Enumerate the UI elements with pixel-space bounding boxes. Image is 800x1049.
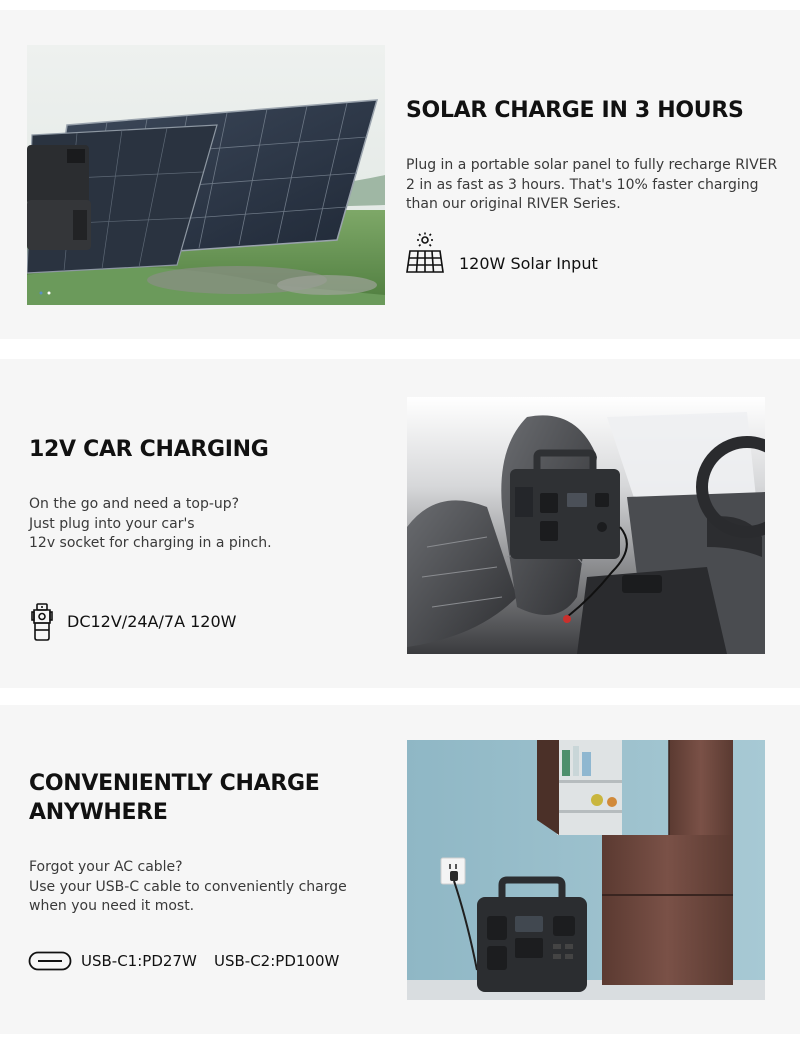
solar-title: SOLAR CHARGE IN 3 HOURS xyxy=(406,98,744,123)
usbc-description-line-3: when you need it most. xyxy=(29,898,195,914)
kitchen-photo xyxy=(407,740,765,1000)
usbc-title xyxy=(29,769,319,827)
kitchen-illustration xyxy=(407,740,765,1000)
usbc-spec-c1: USB-C1:PD27W xyxy=(81,952,197,970)
car-plug-icon xyxy=(31,603,53,641)
usbc-description-line-2: Use your USB-C cable to conveniently charge xyxy=(29,878,347,895)
car-description-line-3: 12v socket for charging in a pinch. xyxy=(29,535,272,551)
car-description xyxy=(29,495,369,554)
solar-section xyxy=(0,10,800,339)
car-description-line-2: Just plug into your car's xyxy=(29,515,195,532)
car-interior-illustration xyxy=(407,397,765,654)
car-spec-label: DC12V/24A/7A 120W xyxy=(67,612,237,631)
usbc-title-line-1: CONVENIENTLY CHARGE xyxy=(29,771,320,796)
solar-spec-label: 120W Solar Input xyxy=(459,254,598,273)
car-description-line-1: On the go and need a top-up? xyxy=(29,496,240,512)
solar-description: Plug in a portable solar panel to fully recharge RIVER 2 in as fast as 3 hours. That's 10% faster charging than our original RIVER Series. xyxy=(406,157,778,212)
usbc-description-line-1: Forgot your AC cable? xyxy=(29,859,183,875)
usbc-description xyxy=(29,858,379,917)
solar-panel-icon xyxy=(405,232,445,274)
usb-c-port-icon xyxy=(28,951,72,971)
usbc-title-line-2: ANYWHERE xyxy=(29,800,168,825)
car-section xyxy=(0,359,800,688)
car-interior-photo xyxy=(407,397,765,654)
usbc-spec-c2: USB-C2:PD100W xyxy=(214,952,340,970)
solar-panel-photo xyxy=(27,45,385,305)
car-title: 12V CAR CHARGING xyxy=(29,437,269,462)
usbc-section xyxy=(0,705,800,1034)
solar-panel-illustration xyxy=(27,45,385,305)
